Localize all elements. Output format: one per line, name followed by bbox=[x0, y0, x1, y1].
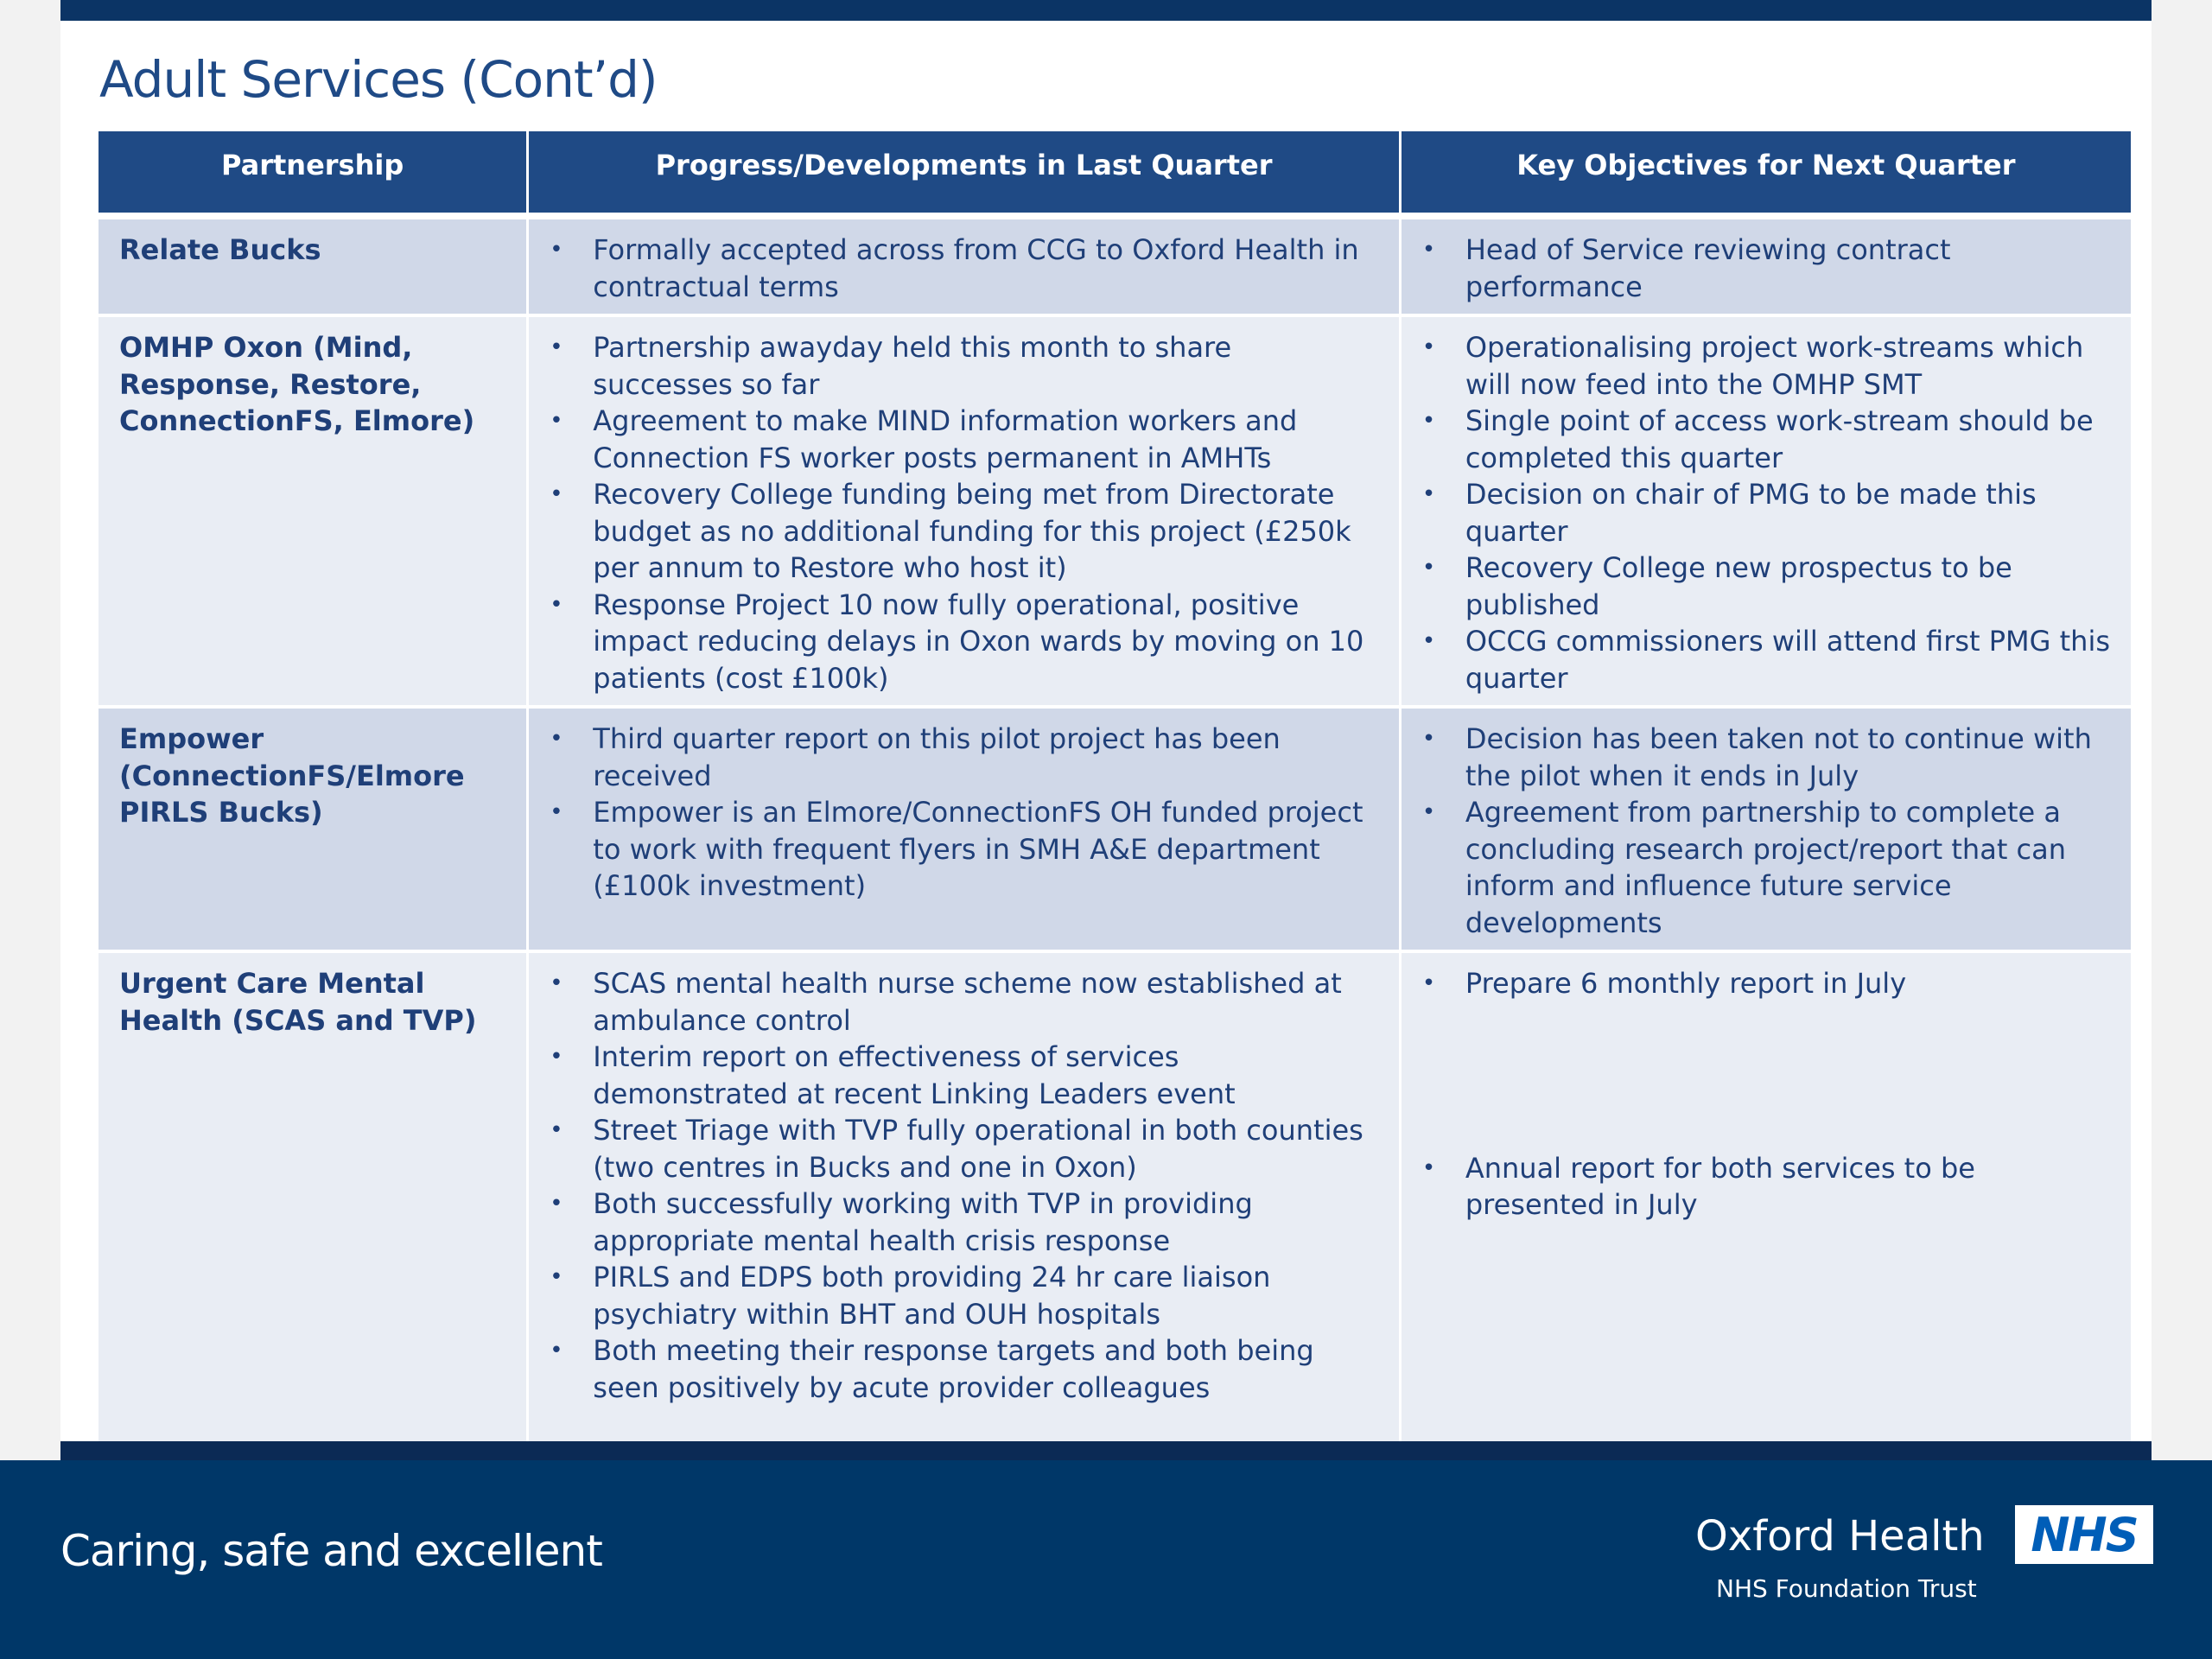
list-item: • Empower is an Elmore/ConnectionFS OH funded project to work with frequent flyers in SMH A&E department (£100k investment) bbox=[570, 794, 1378, 905]
list-item: • Operationalising project work-streams which will now feed into the OMHP SMT bbox=[1443, 329, 2110, 403]
list-item: • Both successfully working with TVP in providing appropriate mental health crisis response bbox=[570, 1185, 1378, 1259]
list-item: • Annual report for both services to be presented in July bbox=[1443, 1150, 2110, 1224]
header-progress: Progress/Developments in Last Quarter bbox=[529, 131, 1399, 219]
top-band bbox=[60, 0, 2152, 21]
list-item: • Interim report on effectiveness of services demonstrated at recent Linking Leaders event bbox=[570, 1039, 1378, 1112]
table-header-row bbox=[99, 131, 2131, 219]
list-item: • OCCG commissioners will attend first PMG this quarter bbox=[1443, 623, 2110, 696]
progress-cell bbox=[529, 219, 1399, 317]
partnership-cell: Empower (ConnectionFS/Elmore PIRLS Bucks) bbox=[99, 709, 526, 953]
progress-list bbox=[550, 965, 1378, 1406]
partnership-table bbox=[96, 131, 2133, 1468]
objectives-cell bbox=[1402, 953, 2131, 1468]
list-item: • Agreement from partnership to complete a concluding research project/report that can inform and influence future service developments bbox=[1443, 794, 2110, 941]
list-item: • Agreement to make MIND information workers and Connection FS worker posts permanent in AMHTs bbox=[570, 403, 1378, 476]
list-item: • Recovery College funding being met from Directorate budget as no additional funding for this project (£250k per annum to Restore who host it) bbox=[570, 476, 1378, 587]
table-row bbox=[99, 953, 2131, 1468]
progress-cell bbox=[529, 317, 1399, 709]
progress-list bbox=[550, 232, 1378, 305]
org-name: Oxford Health bbox=[1695, 1512, 1985, 1560]
page-title: Adult Services (Cont’d) bbox=[99, 50, 658, 109]
org-subtitle: NHS Foundation Trust bbox=[1716, 1574, 1977, 1603]
table-row bbox=[99, 709, 2131, 953]
partnership-cell: OMHP Oxon (Mind, Response, Restore, ConnectionFS, Elmore) bbox=[99, 317, 526, 709]
footer-divider bbox=[60, 1441, 2152, 1460]
list-item: • Formally accepted across from CCG to Oxford Health in contractual terms bbox=[570, 232, 1378, 305]
list-item: • Prepare 6 monthly report in July bbox=[1443, 965, 2110, 1002]
objectives-list bbox=[1422, 232, 2110, 305]
header-partnership: Partnership bbox=[99, 131, 526, 219]
objectives-cell bbox=[1402, 317, 2131, 709]
list-item: • Third quarter report on this pilot project has been received bbox=[570, 721, 1378, 794]
objectives-cell bbox=[1402, 709, 2131, 953]
table-row bbox=[99, 317, 2131, 709]
objectives-list bbox=[1422, 965, 2110, 1224]
partnership-cell: Relate Bucks bbox=[99, 219, 526, 317]
list-item: • Head of Service reviewing contract performance bbox=[1443, 232, 2110, 305]
list-item: • SCAS mental health nurse scheme now established at ambulance control bbox=[570, 965, 1378, 1039]
footer-tagline: Caring, safe and excellent bbox=[60, 1526, 602, 1576]
list-item: • Street Triage with TVP fully operational in both counties (two centres in Bucks and one in Oxon) bbox=[570, 1112, 1378, 1185]
list-item: • PIRLS and EDPS both providing 24 hr care liaison psychiatry within BHT and OUH hospitals bbox=[570, 1259, 1378, 1332]
objectives-list bbox=[1422, 721, 2110, 941]
progress-cell bbox=[529, 709, 1399, 953]
nhs-logo-text: NHS bbox=[2031, 1507, 2138, 1562]
partnership-cell: Urgent Care Mental Health (SCAS and TVP) bbox=[99, 953, 526, 1468]
list-item: • Single point of access work-stream should be completed this quarter bbox=[1443, 403, 2110, 476]
header-objectives: Key Objectives for Next Quarter bbox=[1402, 131, 2131, 219]
progress-list bbox=[550, 721, 1378, 905]
progress-list bbox=[550, 329, 1378, 696]
nhs-logo bbox=[2015, 1505, 2153, 1564]
list-item: • Response Project 10 now fully operational, positive impact reducing delays in Oxon wards by moving on 10 patients (cost £100k) bbox=[570, 587, 1378, 697]
objectives-list bbox=[1422, 329, 2110, 696]
list-item: • Both meeting their response targets and both being seen positively by acute provider colleagues bbox=[570, 1332, 1378, 1406]
list-item: • Decision on chair of PMG to be made this quarter bbox=[1443, 476, 2110, 550]
list-item: • Partnership awayday held this month to share successes so far bbox=[570, 329, 1378, 403]
footer bbox=[0, 1460, 2212, 1659]
list-item: • Decision has been taken not to continue with the pilot when it ends in July bbox=[1443, 721, 2110, 794]
objectives-cell bbox=[1402, 219, 2131, 317]
list-item: • Recovery College new prospectus to be published bbox=[1443, 550, 2110, 623]
progress-cell bbox=[529, 953, 1399, 1468]
table-row bbox=[99, 219, 2131, 317]
